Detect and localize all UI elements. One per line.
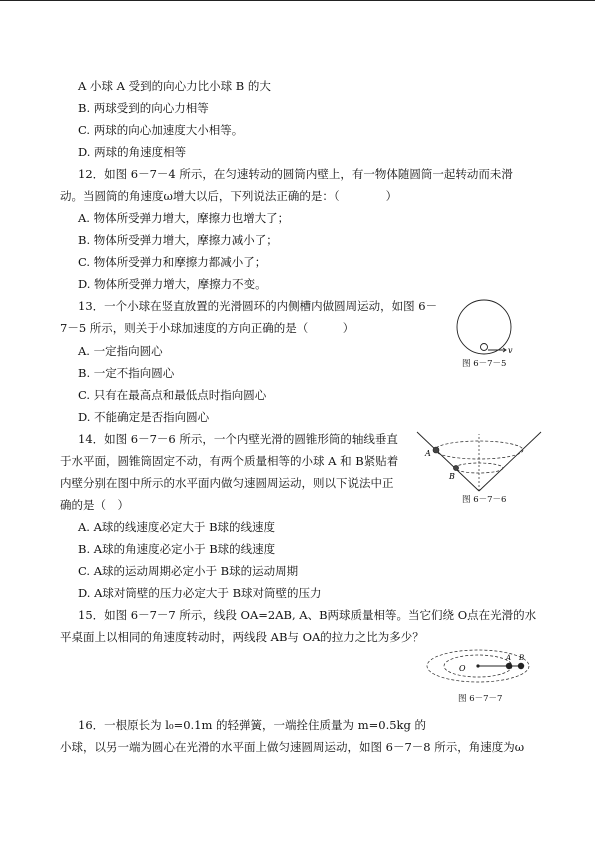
- q11-option-b: B. 两球受到的向心力相等: [78, 101, 209, 115]
- orbit-b: [455, 463, 503, 473]
- q14-stem-line2: 于水平面，圆锥筒固定不动，有两个质量相等的小球 A 和 B紧贴着: [60, 454, 399, 468]
- center-label: O: [459, 664, 466, 673]
- ball-a-label: A: [425, 449, 431, 458]
- velocity-label: v: [508, 346, 513, 355]
- q14-stem-line3: 内壁分别在图中所示的水平面内做匀速圆周运动，则以下说法中正: [60, 476, 394, 490]
- q12-option-b: B. 物体所受弹力增大，摩擦力减小了；: [78, 233, 278, 247]
- ball-b-label: B: [519, 654, 525, 662]
- q14-option-b: B. A球的角速度必定小于 B球的线速度: [78, 542, 276, 556]
- ball-b: [453, 465, 458, 470]
- q14-option-a: A. A球的线速度必定大于 B球的线速度: [78, 520, 276, 534]
- q13-option-c: C. 只有在最高点和最低点时指向圆心: [78, 388, 267, 402]
- ball-on-ring: [481, 344, 488, 351]
- q13-option-a: A. 一定指向圆心: [78, 344, 163, 358]
- q13-stem-line1: 13．一个小球在竖直放置的光滑圆环的内侧槽内做圆周运动，如图 6－: [78, 299, 438, 313]
- figure-6-7-7-caption: 图 6－7－7: [458, 694, 503, 704]
- cone-left-wall: [417, 432, 479, 491]
- q11-option-d: D. 两球的角速度相等: [78, 145, 187, 159]
- figure-6-7-5-caption: 图 6－7－5: [462, 359, 507, 369]
- q12-option-c: C. 物体所受弹力和摩擦力都减小了；: [78, 255, 267, 269]
- figure-cone: [415, 428, 545, 496]
- q13-option-b: B. 一定不指向圆心: [78, 366, 175, 380]
- ball-a: [433, 447, 439, 453]
- q14-option-d: D. A球对筒壁的压力必定大于 B球对筒壁的压力: [78, 586, 322, 600]
- figure-ring: [455, 298, 535, 358]
- q15-stem-line2: 平桌面上以相同的角速度转动时，两线段 AB与 OA的拉力之比为多少？: [60, 630, 424, 644]
- ball-b: [518, 663, 524, 669]
- figure-orbits: [425, 648, 535, 688]
- q12-option-a: A. 物体所受弹力增大，摩擦力也增大了；: [78, 211, 290, 225]
- q16-stem-line1: 16．一根原长为 l₀=0.1m 的轻弹簧，一端拴住质量为 m=0.5kg 的: [78, 718, 427, 732]
- q11-option-c: C. 两球的向心加速度大小相等。: [78, 123, 244, 137]
- q12-stem-line1: 12．如图 6－7－4 所示，在匀速转动的圆筒内壁上，有一物体随圆筒一起转动而未滑: [78, 167, 513, 181]
- q11-option-a: A 小球 A 受到的向心力比小球 B 的大: [78, 79, 271, 93]
- q12-stem-line2: 动。当圆筒的角速度ω增大以后，下列说法正确的是：（ ）: [60, 189, 398, 203]
- ball-a: [506, 663, 512, 669]
- ball-a-label: A: [506, 654, 512, 662]
- q14-option-c: C. A球的运动周期必定小于 B球的运动周期: [78, 564, 299, 578]
- q13-option-d: D. 不能确定是否指向圆心: [78, 410, 210, 424]
- cone-right-wall: [479, 432, 541, 491]
- q14-stem-line1: 14．如图 6－7－6 所示，一个内壁光滑的圆锥形筒的轴线垂直: [78, 432, 398, 446]
- figure-6-7-6-caption: 图 6－7－6: [462, 495, 507, 505]
- q14-stem-line4: 确的是（ ）: [60, 498, 129, 512]
- ball-b-label: B: [449, 472, 455, 481]
- q15-stem-line1: 15．如图 6－7－7 所示，线段 OA=2AB, A、B两球质量相等。当它们绕 O点在光滑的水: [78, 608, 537, 622]
- q12-option-d: D. 物体所受弹力增大，摩擦力不变。: [78, 277, 267, 291]
- q13-stem-line2: 7－5 所示，则关于小球加速度的方向正确的是（ ）: [60, 321, 355, 335]
- page-top-rule: [0, 0, 595, 1]
- q16-stem-line2: 小球，以另一端为圆心在光滑的水平面上做匀速圆周运动，如图 6－7－8 所示，角速度为ω: [60, 740, 525, 754]
